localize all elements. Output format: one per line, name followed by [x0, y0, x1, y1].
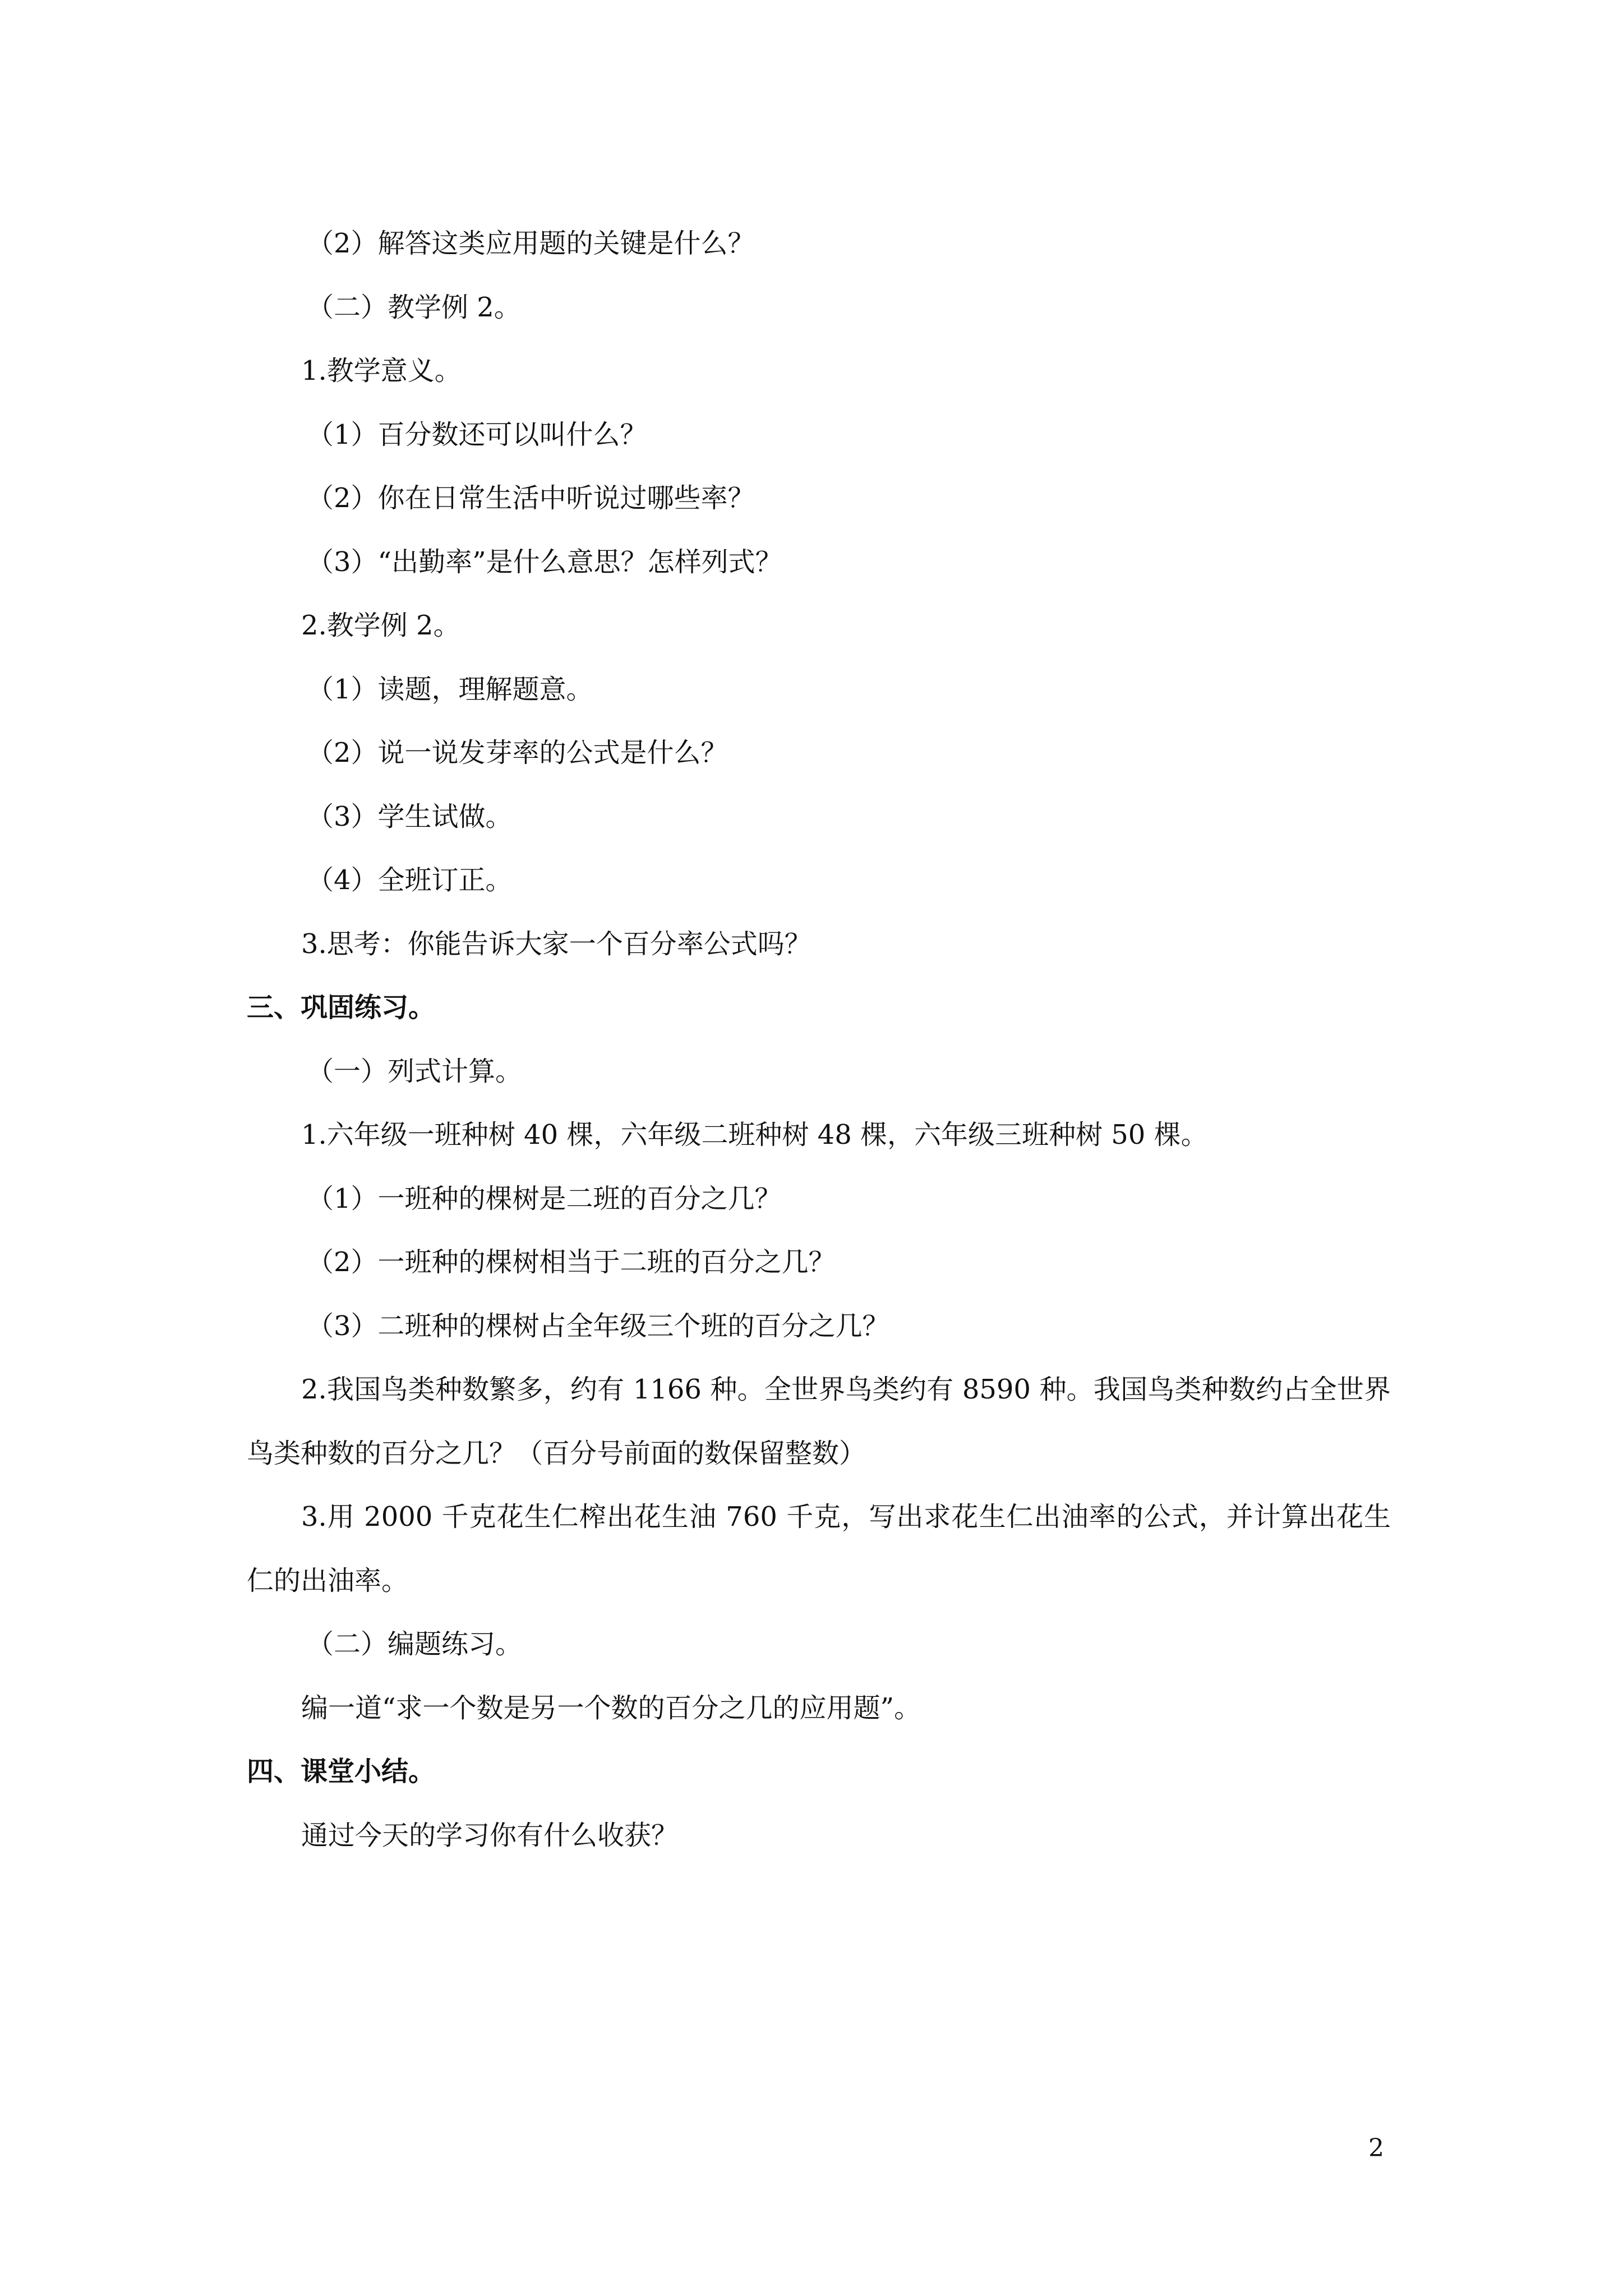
question-line: （3）学生试做。 [307, 800, 513, 832]
question-line: （2）你在日常生活中听说过哪些率？ [307, 482, 755, 514]
question-line: （4）全班订正。 [307, 864, 513, 896]
section-subheading: （二）教学例 2。 [307, 291, 521, 323]
question-line: （3）“出勤率”是什么意思？怎样列式？ [307, 546, 782, 578]
section-subheading: （二）编题练习。 [307, 1628, 523, 1660]
numbered-paragraph: 2.我国鸟类种数繁多，约有 1166 种。全世界鸟类约有 8590 种。我国鸟类种数约占全世界鸟类种数的百分之几？（百分号前面的数保留整数） [247, 1374, 1391, 1469]
numbered-item: 1.六年级一班种树 40 棵，六年级二班种树 48 棵，六年级三班种树 50 棵。 [301, 1119, 1208, 1151]
section-heading: 三、巩固练习。 [247, 992, 436, 1023]
page-number: 2 [1368, 2134, 1384, 2162]
exercise-line: 编一道“求一个数是另一个数的百分之几的应用题”。 [301, 1692, 921, 1724]
document-body [247, 212, 1391, 1867]
numbered-item: 1.教学意义。 [301, 355, 462, 386]
section-subheading: （一）列式计算。 [307, 1055, 523, 1087]
question-line: （1）读题，理解题意。 [307, 673, 593, 705]
section-heading: 四、课堂小结。 [247, 1756, 436, 1787]
question-line: （1）百分数还可以叫什么？ [307, 418, 647, 450]
question-line: （3）二班种的棵树占全年级三个班的百分之几？ [307, 1310, 889, 1342]
question-line: （1）一班种的棵树是二班的百分之几？ [307, 1182, 782, 1214]
question-line: （2）一班种的棵树相当于二班的百分之几？ [307, 1246, 836, 1278]
summary-line: 通过今天的学习你有什么收获？ [301, 1819, 679, 1851]
numbered-item: 3.思考：你能告诉大家一个百分率公式吗？ [301, 928, 811, 960]
question-line: （2）说一说发芽率的公式是什么？ [307, 737, 728, 769]
question-line: （2）解答这类应用题的关键是什么？ [307, 228, 755, 259]
numbered-paragraph: 3.用 2000 千克花生仁榨出花生油 760 千克，写出求花生仁出油率的公式，并计算出花生仁的出油率。 [247, 1501, 1391, 1596]
numbered-item: 2.教学例 2。 [301, 610, 460, 641]
